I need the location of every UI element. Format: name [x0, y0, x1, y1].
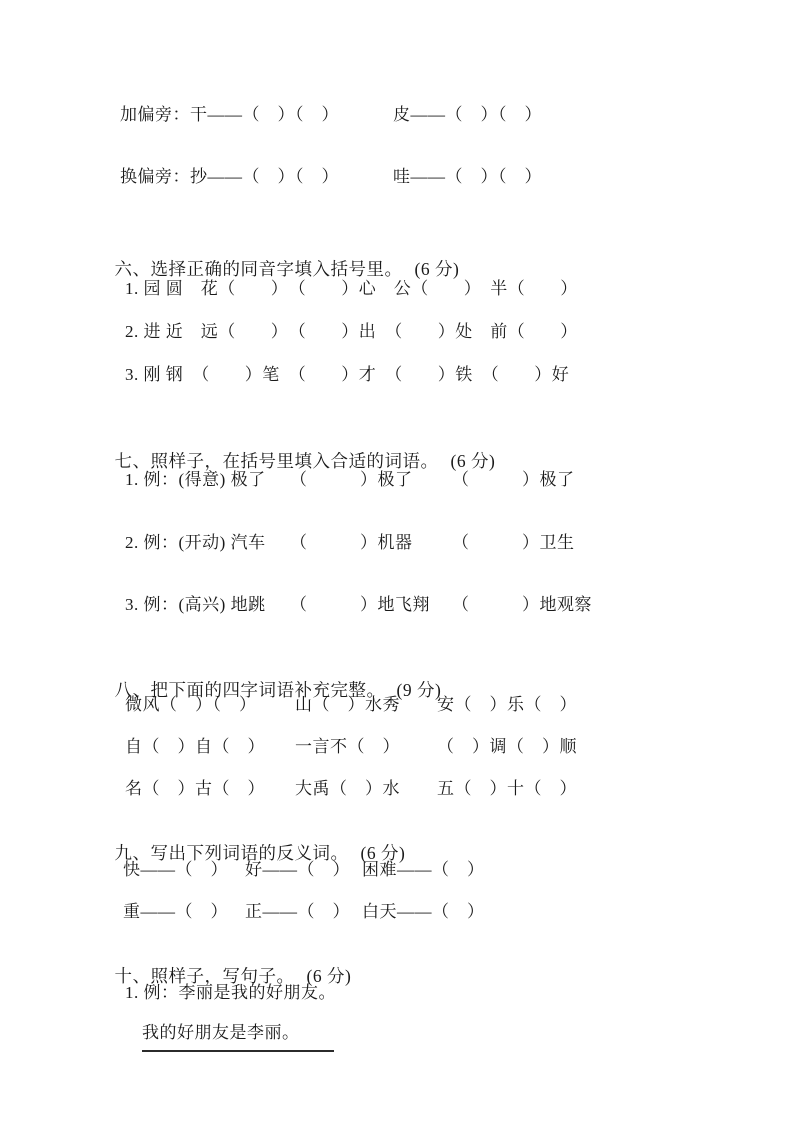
section-nine-row-2-col-2: 正——（ ）: [245, 902, 350, 921]
section-seven-item-1-blank-2: （ ）极了: [452, 470, 575, 489]
section-eight-row-3-col-1: 名（ ）古（ ）: [125, 779, 265, 798]
radical-change-line-left: 换偏旁：抄——（ ）（ ）: [120, 167, 339, 186]
section-eight-row-2-col-2: 一言不（ ）: [295, 737, 400, 756]
section-nine-row-1-col-3: 困难——（ ）: [362, 860, 485, 879]
section-nine-row-2-col-1: 重——（ ）: [123, 902, 228, 921]
section-seven-item-1-blank-1: （ ）极了: [290, 470, 413, 489]
section-six-item-1: 1. 园 圆 花（ ） （ ）心 公（ ） 半（ ）: [125, 279, 578, 298]
section-seven-points: (6 分): [450, 450, 496, 471]
section-nine-row-1-col-2: 好——（ ）: [245, 860, 350, 879]
radical-add-line-left: 加偏旁：干——（ ）（ ）: [120, 105, 339, 124]
section-seven-item-3-example: 3. 例：(高兴) 地跳: [125, 595, 266, 614]
section-eight-row-1-col-2: 山（ ）水秀: [295, 695, 400, 714]
section-eight-row-3-col-3: 五（ ）十（ ）: [437, 779, 577, 798]
section-six-points: (6 分): [414, 258, 460, 279]
section-seven-item-1-example: 1. 例：(得意) 极了: [125, 470, 266, 489]
section-nine-number: 九、: [114, 842, 151, 863]
section-nine-title: 写出下列词语的反义词。: [150, 842, 349, 863]
section-seven-item-3-blank-1: （ ）地飞翔: [290, 595, 430, 614]
section-eight-row-1-col-3: 安（ ）乐（ ）: [437, 695, 577, 714]
section-eight-row-2-col-1: 自（ ）自（ ）: [125, 737, 265, 756]
section-seven-item-3-blank-2: （ ）地观察: [452, 595, 592, 614]
section-six-item-2: 2. 进 近 远（ ） （ ）出 （ ）处 前（ ）: [125, 322, 578, 341]
section-eight-row-1-col-1: 微风（ ）（ ）: [125, 695, 257, 714]
section-seven-number: 七、: [114, 450, 151, 471]
section-ten-answer-sentence: 我的好朋友是李丽。: [142, 1022, 334, 1052]
radical-add-line-right: 皮——（ ）（ ）: [393, 105, 542, 124]
section-eight-title: 把下面的四字词语补充完整。: [150, 679, 385, 700]
section-six-number: 六、: [114, 258, 151, 279]
section-seven-title: 照样子，在括号里填入合适的词语。: [150, 450, 439, 471]
section-seven-item-2-example: 2. 例：(开动) 汽车: [125, 533, 266, 552]
section-six-title: 选择正确的同音字填入括号里。: [150, 258, 403, 279]
section-nine-row-1-col-1: 快——（ ）: [123, 860, 228, 879]
section-eight-points: (9 分): [396, 679, 442, 700]
section-nine-row-2-col-3: 白天——（ ）: [362, 902, 485, 921]
section-seven-item-2-blank-1: （ ）机器: [290, 533, 413, 552]
section-ten-points: (6 分): [306, 965, 352, 986]
section-nine-points: (6 分): [360, 842, 406, 863]
section-six-item-3: 3. 刚 钢 （ ）笔 （ ）才 （ ）铁 （ ）好: [125, 365, 570, 384]
radical-change-line-right: 哇——（ ）（ ）: [393, 167, 542, 186]
section-eight-number: 八、: [114, 679, 151, 700]
section-ten-example-sentence: 1. 例：李丽是我的好朋友。: [125, 983, 336, 1002]
section-seven-item-2-blank-2: （ ）卫生: [452, 533, 575, 552]
section-eight-row-2-col-3: （ ）调（ ）顺: [437, 737, 577, 756]
section-ten-number: 十、: [114, 965, 151, 986]
section-ten-title: 照样子，写句子。: [150, 965, 295, 986]
section-eight-row-3-col-2: 大禹（ ）水: [295, 779, 400, 798]
